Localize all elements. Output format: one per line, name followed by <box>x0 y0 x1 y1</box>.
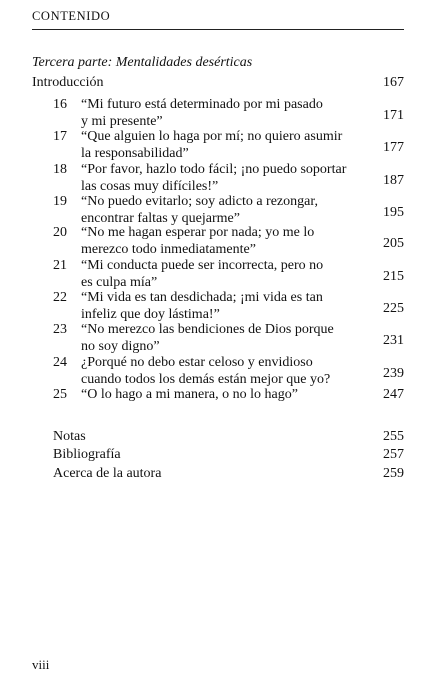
chapter-page: 231 <box>383 333 404 348</box>
chapter-title-line2: no soy digno” <box>81 339 160 354</box>
back-matter-page: 259 <box>383 466 404 481</box>
back-matter-label: Bibliografía <box>53 447 121 462</box>
intro-label: Introducción <box>32 75 104 90</box>
part-title: Tercera parte: Mentalidades desérticas <box>32 55 253 70</box>
chapter-title-line2: las cosas muy difíciles!” <box>81 179 219 194</box>
chapter-title-line1: “Mi vida es tan desdichada; ¡mi vida es tan <box>81 290 323 305</box>
chapter-page: 225 <box>383 301 404 316</box>
chapter-number: 22 <box>53 290 67 305</box>
chapter-page: 239 <box>383 366 404 381</box>
chapter-title-line1: “No me hagan esperar por nada; yo me lo <box>81 225 315 240</box>
running-header: CONTENIDO <box>32 9 111 23</box>
chapter-page: 177 <box>383 140 404 155</box>
chapter-page: 247 <box>383 387 404 402</box>
chapter-page: 215 <box>383 269 404 284</box>
chapter-title-line1: “Que alguien lo haga por mí; no quiero asumir <box>81 129 343 144</box>
page-folio: viii <box>32 657 50 672</box>
chapter-number: 16 <box>53 97 67 112</box>
chapter-title-line1: “Por favor, hazlo todo fácil; ¡no puedo soportar <box>81 162 347 177</box>
chapter-page: 187 <box>383 173 404 188</box>
chapter-title-line1: ¿Porqué no debo estar celoso y envidioso <box>81 355 313 370</box>
chapter-number: 18 <box>53 162 67 177</box>
chapter-title-line1: “No puedo evitarlo; soy adicto a rezongar, <box>81 194 318 209</box>
back-matter-page: 257 <box>383 447 404 462</box>
chapter-title-line2: cuando todos los demás están mejor que yo? <box>81 372 331 387</box>
chapter-title-line2: y mi presente” <box>81 114 163 129</box>
chapter-title-line1: “Mi conducta puede ser incorrecta, pero no <box>81 258 324 273</box>
chapter-title-line1: “O lo hago a mi manera, o no lo hago” <box>81 387 298 402</box>
back-matter-label: Notas <box>53 429 86 444</box>
intro-page: 167 <box>383 75 404 90</box>
chapter-title-line2: encontrar faltas y quejarme” <box>81 211 240 226</box>
chapter-number: 19 <box>53 194 67 209</box>
chapter-title-line2: infeliz que doy lástima!” <box>81 307 220 322</box>
chapter-number: 17 <box>53 129 67 144</box>
chapter-page: 205 <box>383 236 404 251</box>
back-matter-page: 255 <box>383 429 404 444</box>
back-matter-label: Acerca de la autora <box>53 466 162 481</box>
chapter-number: 21 <box>53 258 67 273</box>
chapter-title-line1: “No merezco las bendiciones de Dios porque <box>81 322 334 337</box>
chapter-page: 195 <box>383 205 404 220</box>
chapter-number: 20 <box>53 225 67 240</box>
chapter-title-line2: merezco todo inmediatamente” <box>81 242 256 257</box>
chapter-title-line2: la responsabilidad” <box>81 146 189 161</box>
chapter-title-line2: es culpa mía” <box>81 275 158 290</box>
chapter-page: 171 <box>383 108 404 123</box>
chapter-number: 24 <box>53 355 67 370</box>
header-rule <box>32 29 404 30</box>
chapter-number: 25 <box>53 387 67 402</box>
chapter-title-line1: “Mi futuro está determinado por mi pasado <box>81 97 323 112</box>
chapter-number: 23 <box>53 322 67 337</box>
